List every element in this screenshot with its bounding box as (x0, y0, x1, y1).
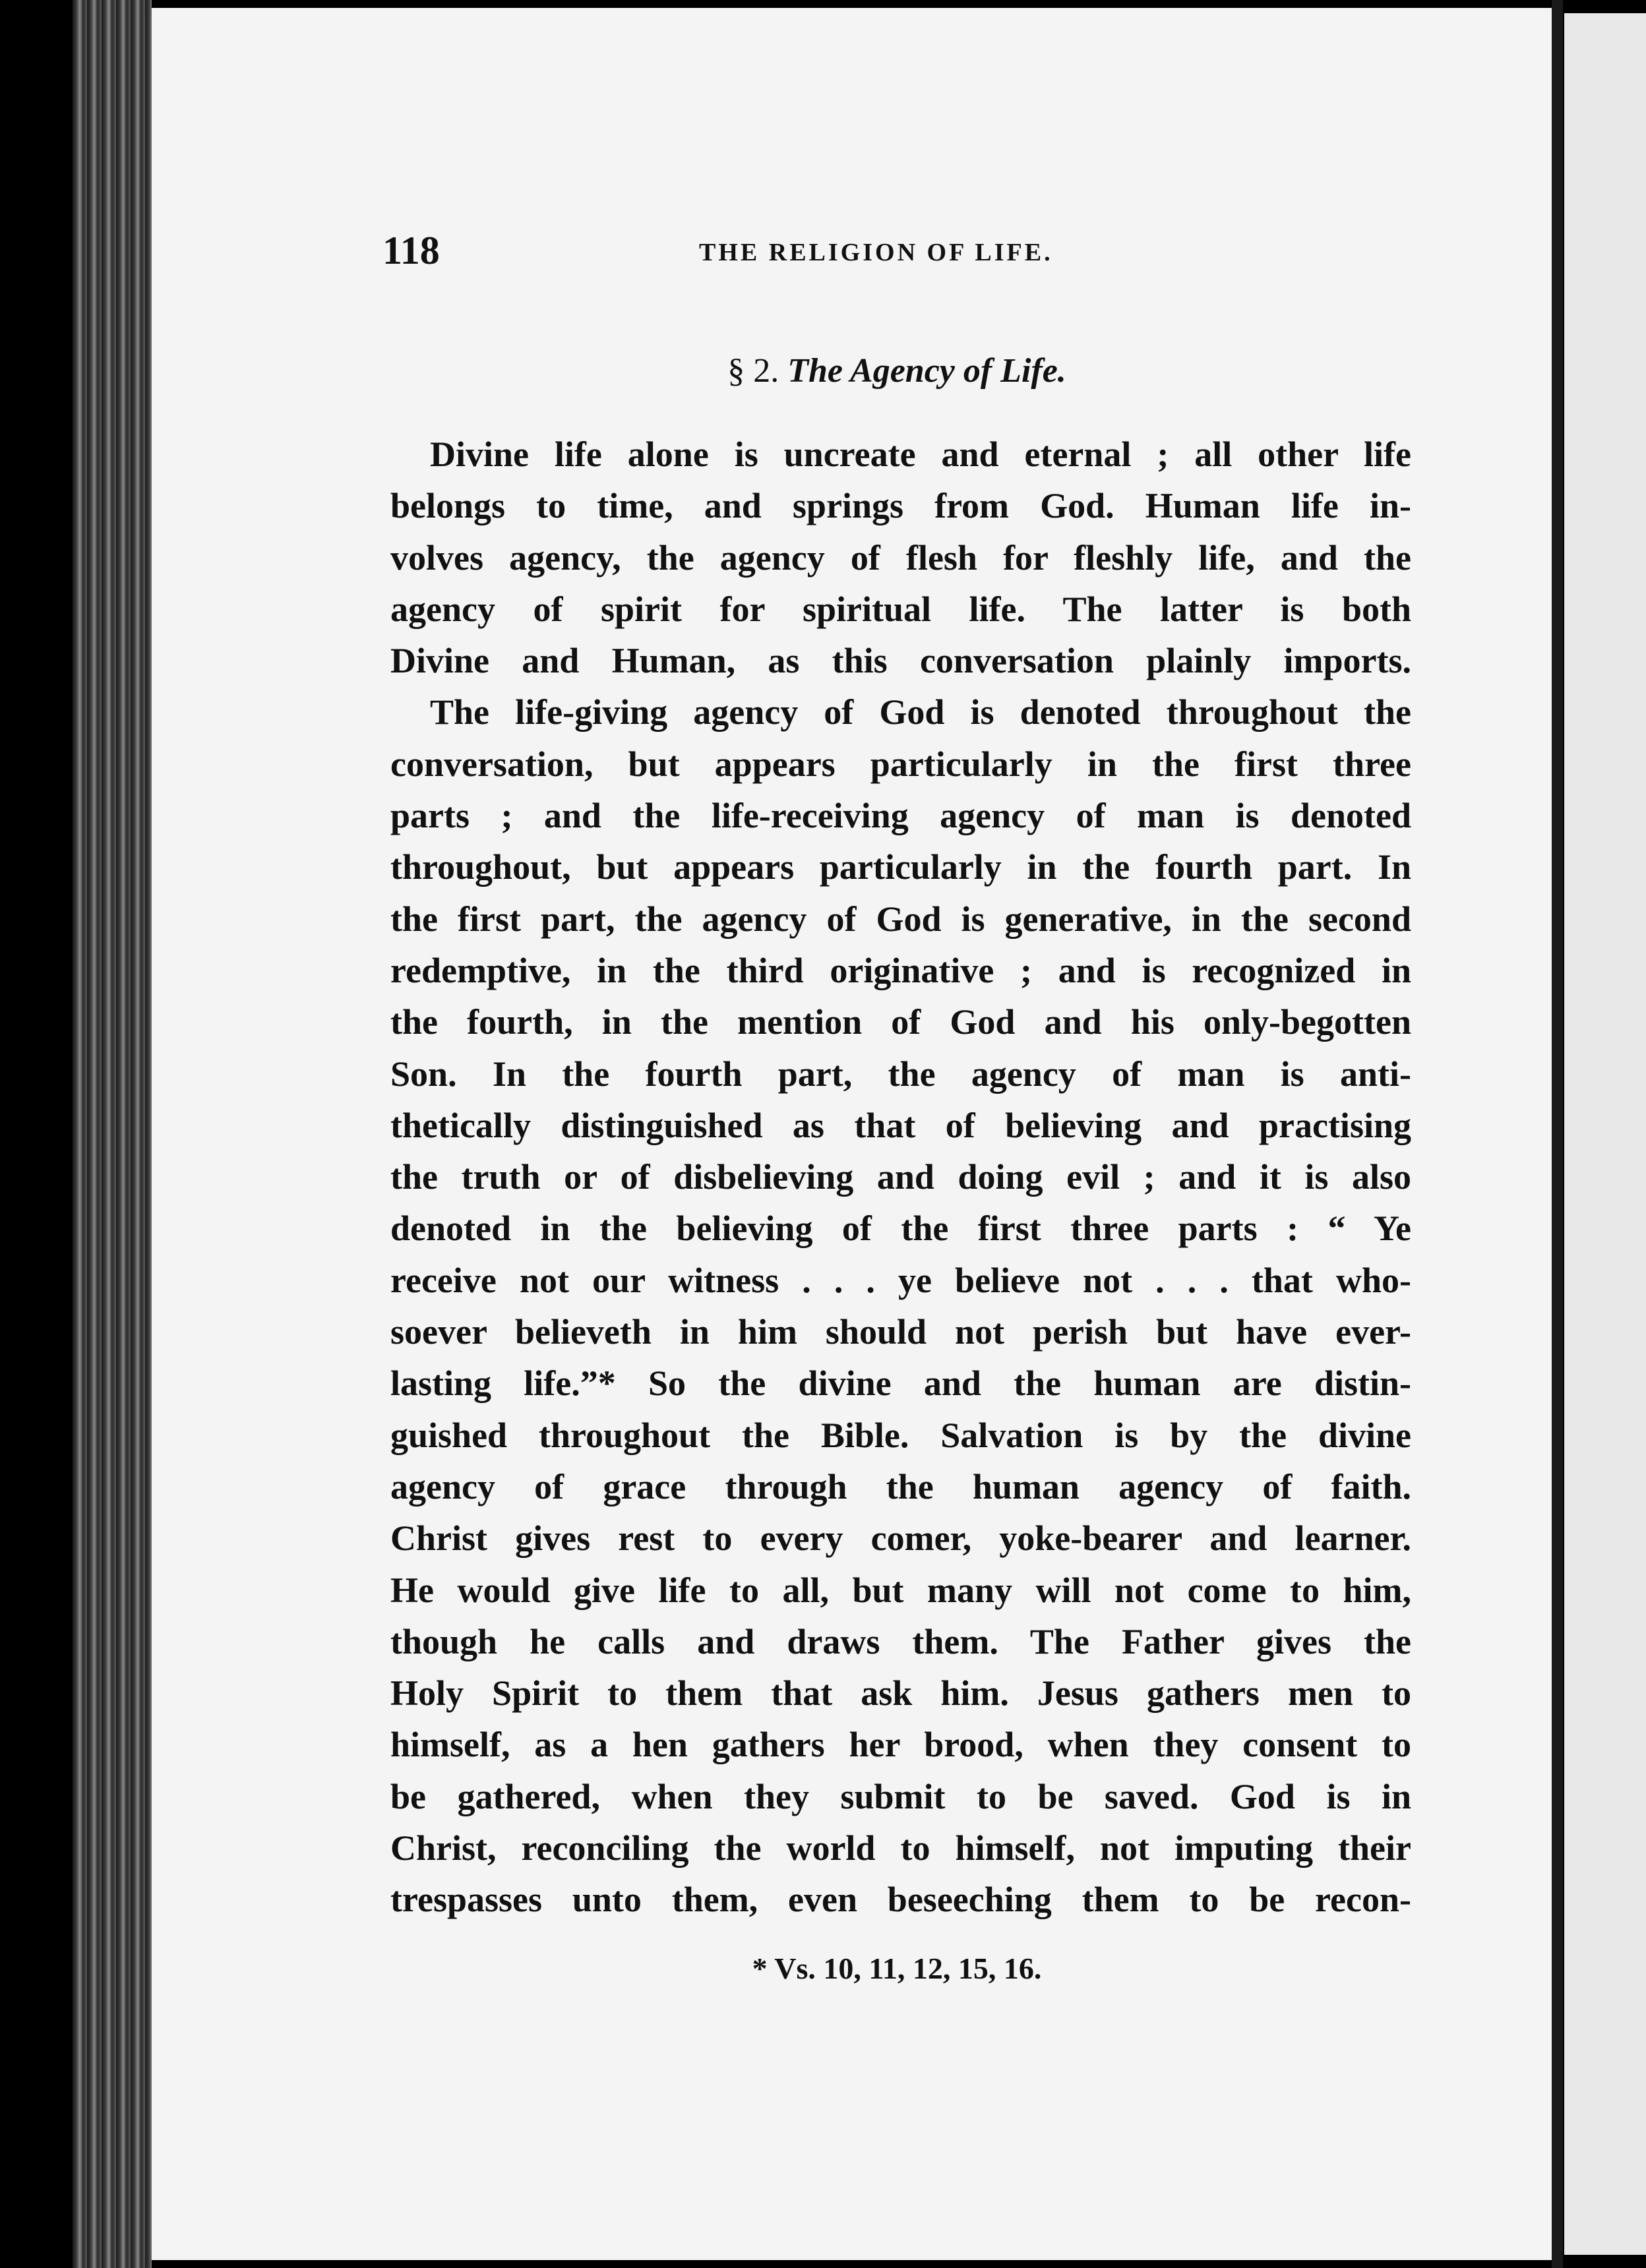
text-line: denoted in the believing of the first three parts : “ Ye (390, 1209, 1411, 1249)
text-line: trespasses unto them, even beseeching them to be recon- (390, 1880, 1411, 1920)
text-line: Holy Spirit to them that ask him. Jesus gathers men to (390, 1673, 1411, 1714)
text-line: the first part, the agency of God is generative, in the second (390, 899, 1411, 939)
book-gutter (1552, 0, 1563, 2268)
section-number: § 2. (727, 352, 779, 390)
text-line: throughout, but appears particularly in the fourth part. In (390, 847, 1411, 887)
text-line: Christ, reconciling the world to himself, not imputing their (390, 1828, 1411, 1868)
text-line: the truth or of disbelieving and doing evil ; and it is also (390, 1157, 1411, 1197)
page-header (382, 224, 1411, 277)
text-line: The life-giving agency of God is denoted throughout the (430, 692, 1411, 732)
text-line: conversation, but appears particularly in the first three (390, 744, 1411, 784)
body-text (390, 429, 1411, 1926)
running-head: THE RELIGION OF LIFE. (699, 239, 1053, 266)
text-line: receive not our witness . . . ye believe not . . . that who- (390, 1260, 1411, 1300)
text-line: agency of spirit for spiritual life. The latter is both (390, 589, 1411, 629)
text-line: Son. In the fourth part, the agency of man is anti- (390, 1054, 1411, 1094)
section-title: The Agency of Life. (787, 352, 1066, 390)
text-line: redemptive, in the third originative ; and is recognized in (390, 950, 1411, 990)
text-line: the fourth, in the mention of God and his only-begotten (390, 1002, 1411, 1042)
text-line: belongs to time, and springs from God. Human life in- (390, 486, 1411, 526)
text-line: volves agency, the agency of flesh for fleshly life, and the (390, 537, 1411, 578)
text-line: lasting life.”* So the divine and the human are distin- (390, 1363, 1411, 1404)
text-line: though he calls and draws them. The Father gives the (390, 1621, 1411, 1661)
book-page-edges (73, 0, 152, 2268)
text-line: Divine life alone is uncreate and eternal ; all other life (430, 434, 1411, 474)
text-line: Christ gives rest to every comer, yoke-bearer and learner. (390, 1518, 1411, 1559)
text-line: soever believeth in him should not perish but have ever- (390, 1312, 1411, 1352)
footnote: * Vs. 10, 11, 12, 15, 16. (752, 1952, 1042, 1985)
text-line: parts ; and the life-receiving agency of man is denoted (390, 796, 1411, 836)
text-line: guished throughout the Bible. Salvation is by the divine (390, 1415, 1411, 1455)
text-line: Divine and Human, as this conversation plainly imports. (390, 641, 1411, 681)
text-line: be gathered, when they submit to be saved. God is in (390, 1776, 1411, 1816)
text-line: thetically distinguished as that of believing and practising (390, 1105, 1411, 1145)
section-heading (382, 342, 1411, 401)
page-number: 118 (382, 229, 440, 272)
text-line: agency of grace through the human agency of faith. (390, 1466, 1411, 1507)
text-line: himself, as a hen gathers her brood, when they consent to (390, 1725, 1411, 1765)
text-line: He would give life to all, but many will not come to him, (390, 1570, 1411, 1610)
facing-page-edge (1564, 13, 1646, 2255)
